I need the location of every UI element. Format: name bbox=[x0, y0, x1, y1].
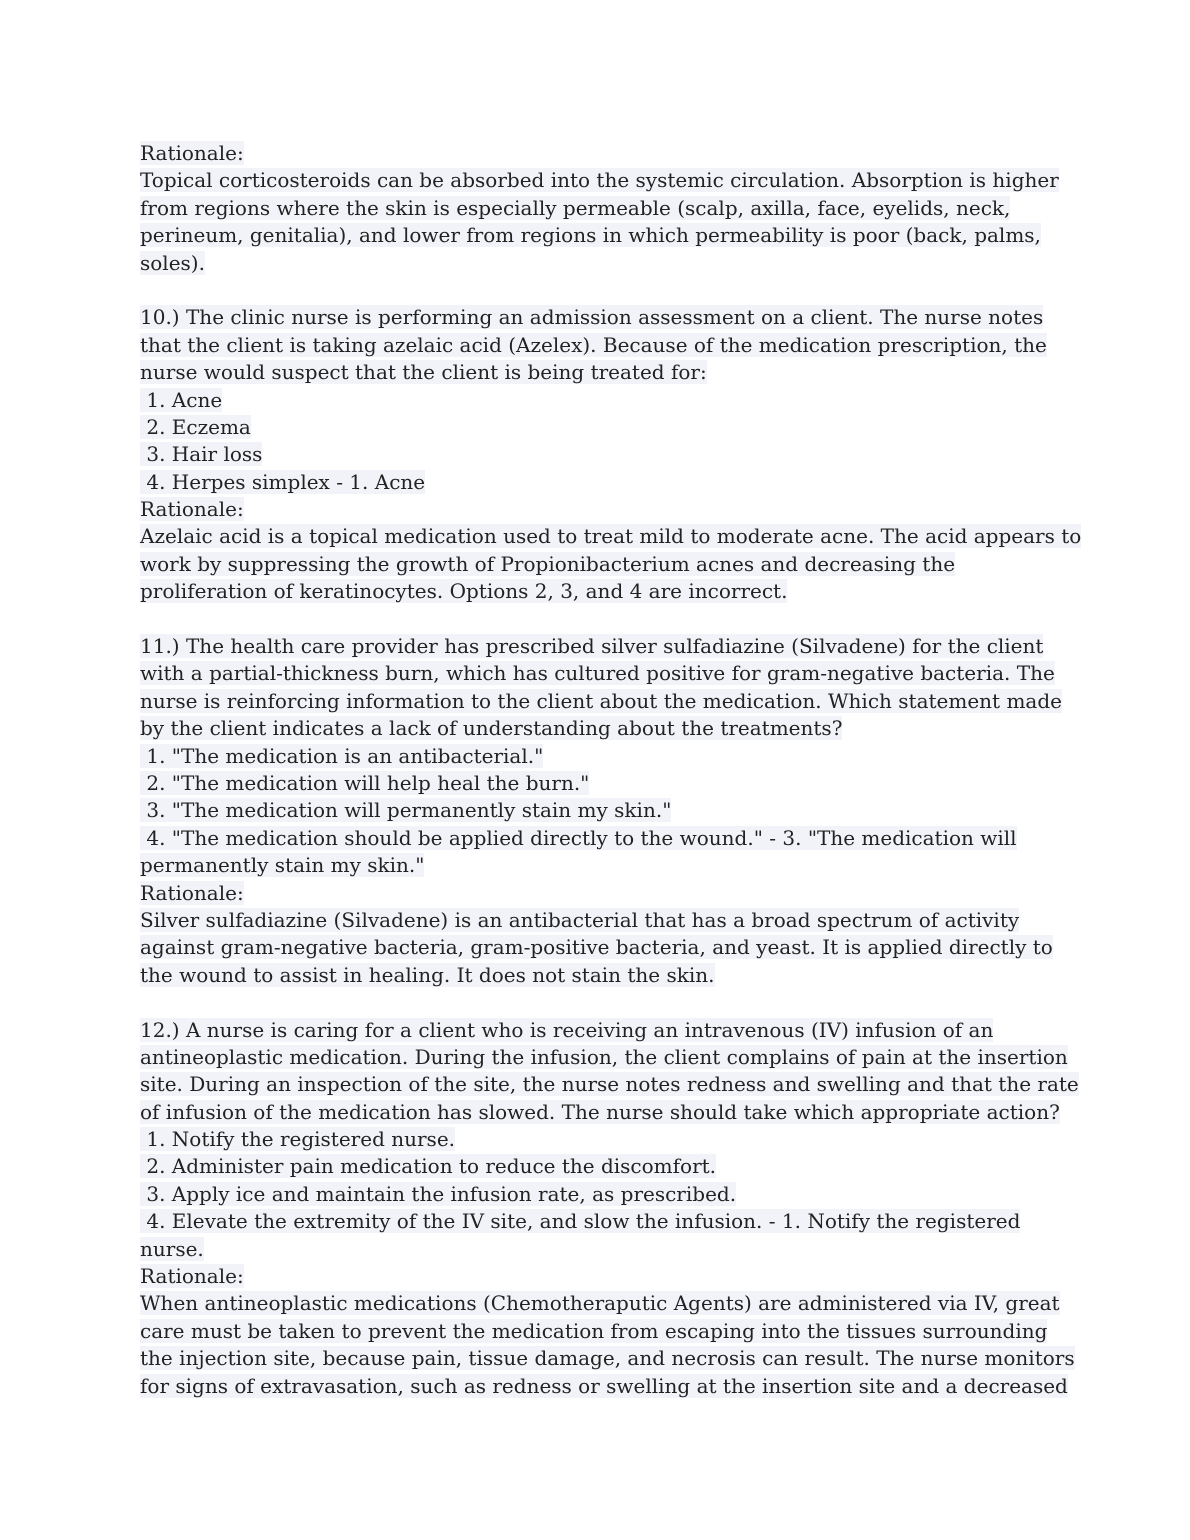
question-12 bbox=[140, 1017, 1079, 1400]
question-line: of infusion of the medication has slowed. The nurse should take which appropriate action? bbox=[140, 1099, 1060, 1124]
question-line: by the client indicates a lack of understanding about the treatments? bbox=[140, 716, 843, 741]
question-line: nurse is reinforcing information to the client about the medication. Which statement made bbox=[140, 688, 1062, 713]
rationale-line: from regions where the skin is especially permeable (scalp, axilla, face, eyelids, neck, bbox=[140, 195, 1011, 220]
rationale-line: work by suppressing the growth of Propionibacterium acnes and decreasing the bbox=[140, 551, 956, 576]
option-line: 3. "The medication will permanently stain my skin." bbox=[140, 798, 672, 823]
rationale-label: Rationale: bbox=[140, 141, 244, 165]
question-line: nurse would suspect that the client is being treated for: bbox=[140, 360, 707, 385]
option-line: 3. Hair loss bbox=[140, 442, 263, 467]
rationale-line: care must be taken to prevent the medication from escaping into the tissues surrounding bbox=[140, 1318, 1048, 1343]
rationale-line: Silver sulfadiazine (Silvadene) is an antibacterial that has a broad spectrum of activity bbox=[140, 907, 1020, 932]
option-line: 3. Apply ice and maintain the infusion rate, as prescribed. bbox=[140, 1181, 737, 1206]
rationale-line: proliferation of keratinocytes. Options 2, 3, and 4 are incorrect. bbox=[140, 579, 788, 604]
spacer bbox=[140, 277, 1060, 304]
document-page bbox=[140, 140, 1082, 1400]
rationale-line: for signs of extravasation, such as redness or swelling at the insertion site and a decreased bbox=[140, 1373, 1068, 1398]
rationale-line: Azelaic acid is a topical medication used to treat mild to moderate acne. The acid appears to bbox=[140, 524, 1082, 549]
rationale-label: Rationale: bbox=[140, 880, 244, 905]
question-11 bbox=[140, 633, 1060, 989]
rationale-label: Rationale: bbox=[140, 497, 244, 522]
question-line: 12.) A nurse is caring for a client who is receiving an intravenous (IV) infusion of an bbox=[140, 1017, 994, 1042]
rationale-line: When antineoplastic medications (Chemotheraputic Agents) are administered via IV, great bbox=[140, 1291, 1060, 1316]
rationale-line: Topical corticosteroids can be absorbed into the systemic circulation. Absorption is higher bbox=[140, 168, 1059, 193]
option-line: permanently stain my skin." bbox=[140, 853, 425, 878]
question-line: that the client is taking azelaic acid (Azelex). Because of the medication prescription, the bbox=[140, 332, 1047, 357]
option-line: 1. "The medication is an antibacterial." bbox=[140, 743, 544, 768]
option-line: 2. Administer pain medication to reduce the discomfort. bbox=[140, 1154, 717, 1179]
rationale-line: the wound to assist in healing. It does not stain the skin. bbox=[140, 962, 715, 987]
option-line: 4. "The medication should be applied directly to the wound." - 3. "The medication will bbox=[140, 825, 1017, 850]
question-10 bbox=[140, 304, 1082, 605]
question-line: with a partial-thickness burn, which has cultured positive for gram-negative bacteria. The bbox=[140, 661, 1055, 686]
option-line: 2. "The medication will help heal the burn." bbox=[140, 770, 590, 795]
question-line: 11.) The health care provider has prescribed silver sulfadiazine (Silvadene) for the client bbox=[140, 634, 1044, 659]
question-line: 10.) The clinic nurse is performing an admission assessment on a client. The nurse notes bbox=[140, 305, 1044, 330]
spacer bbox=[140, 606, 1060, 633]
rationale-line: against gram-negative bacteria, gram-positive bacteria, and yeast. It is applied directly to bbox=[140, 935, 1053, 960]
rationale-line: soles). bbox=[140, 250, 205, 275]
question-line: antineoplastic medication. During the infusion, the client complains of pain at the insertion bbox=[140, 1044, 1068, 1069]
option-line: 1. Acne bbox=[140, 387, 223, 412]
option-line: nurse. bbox=[140, 1236, 204, 1261]
option-line: 4. Herpes simplex - 1. Acne bbox=[140, 469, 426, 494]
question-line: site. During an inspection of the site, the nurse notes redness and swelling and that the rate bbox=[140, 1072, 1079, 1097]
rationale-label: Rationale: bbox=[140, 1264, 244, 1289]
option-line: 2. Eczema bbox=[140, 414, 251, 439]
rationale-block-9 bbox=[140, 140, 1060, 277]
rationale-line: the injection site, because pain, tissue damage, and necrosis can result. The nurse monitors bbox=[140, 1346, 1075, 1371]
option-line: 4. Elevate the extremity of the IV site, and slow the infusion. - 1. Notify the registered bbox=[140, 1209, 1021, 1234]
spacer bbox=[140, 989, 1060, 1016]
option-line: 1. Notify the registered nurse. bbox=[140, 1127, 456, 1152]
rationale-line: perineum, genitalia), and lower from regions in which permeability is poor (back, palms, bbox=[140, 223, 1041, 248]
